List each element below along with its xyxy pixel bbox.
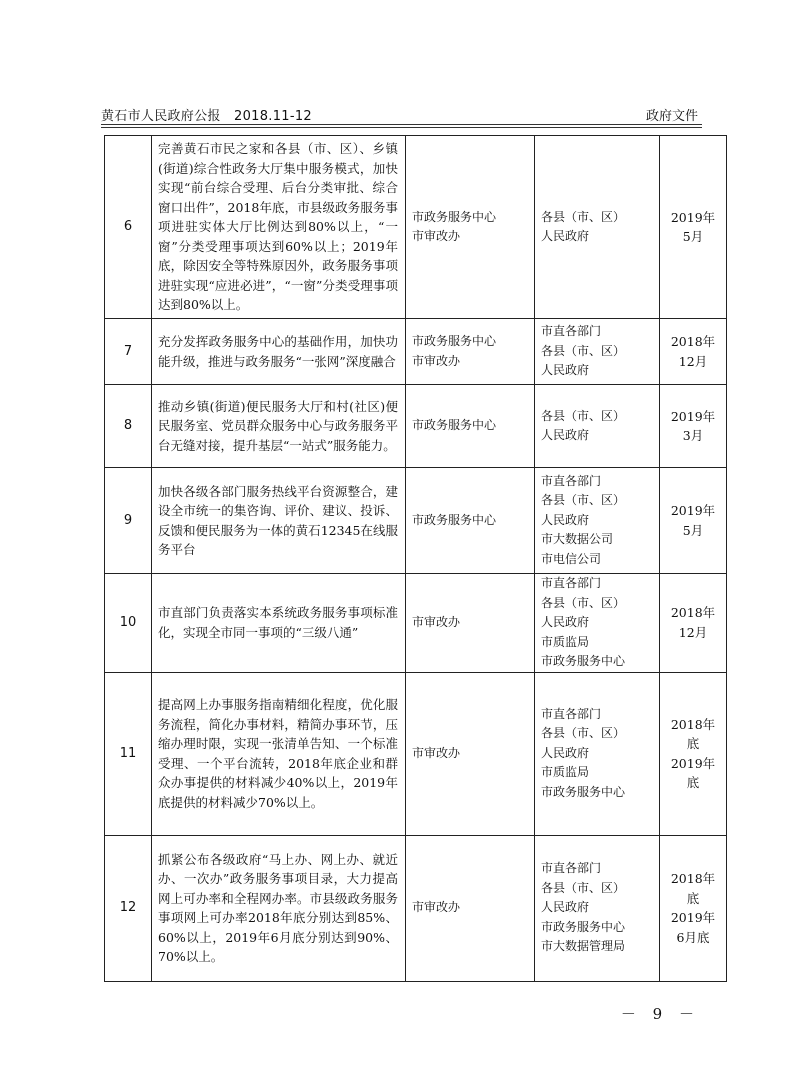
task-description: 抓紧公布各级政府“马上办、网上办、就近办、一次办”政务服务事项目录，大力提高网上可办率和全程网办率。市县级政务服务事项网上可办率2018年底分别达到85%、60%以上，2019年6月底分别达到90%、70%以上。	[152, 835, 406, 981]
lead-unit: 市政务服务中心	[406, 385, 535, 468]
row-number: 6	[105, 136, 152, 319]
lead-unit: 市审改办	[406, 835, 535, 981]
deadline: 2019年 5月	[660, 136, 727, 319]
table-row	[105, 835, 727, 981]
table-row	[105, 468, 727, 574]
task-description: 加快各级各部门服务热线平台资源整合，建设全市统一的集咨询、评价、建议、投诉、反馈和便民服务为一体的黄石12345在线服务平台	[152, 468, 406, 574]
publication-title: 黄石市人民政府公报 2018.11-12	[101, 109, 312, 124]
row-number: 9	[105, 468, 152, 574]
responsible-unit: 市直各部门 各县（市、区） 人民政府 市质监局 市政务服务中心	[535, 672, 660, 835]
header-divider	[101, 127, 702, 128]
page-header	[101, 105, 702, 125]
task-description: 充分发挥政务服务中心的基础作用，加快功能升级，推进与政务服务“一张网”深度融合	[152, 319, 406, 385]
lead-unit: 市审改办	[406, 672, 535, 835]
task-table	[104, 135, 727, 982]
responsible-unit: 市直各部门 各县（市、区） 人民政府	[535, 319, 660, 385]
table-row	[105, 385, 727, 468]
deadline: 2019年 5月	[660, 468, 727, 574]
table-row	[105, 136, 727, 319]
section-title: 政府文件	[645, 109, 698, 124]
row-number: 11	[105, 672, 152, 835]
deadline: 2019年 3月	[660, 385, 727, 468]
lead-unit: 市政务服务中心 市审改办	[406, 136, 535, 319]
row-number: 7	[105, 319, 152, 385]
table-row	[105, 672, 727, 835]
page-number: － 9 －	[620, 1005, 700, 1023]
responsible-unit: 市直各部门 各县（市、区） 人民政府 市政务服务中心 市大数据管理局	[535, 835, 660, 981]
responsible-unit: 各县（市、区） 人民政府	[535, 385, 660, 468]
deadline: 2018年 12月	[660, 574, 727, 673]
task-description: 完善黄石市民之家和各县（市、区）、乡镇(街道)综合性政务大厅集中服务模式，加快实现“前台综合受理、后台分类审批、综合窗口出件”，2018年底，市县级政务服务事项进驻实体大厅比例达到80%以上，“一窗”分类受理事项达到60%以上；2019年底，除因安全等特殊原因外，政务服务事项进驻实现“应进必进”，“一窗”分类受理事项达到80%以上。	[152, 136, 406, 319]
row-number: 10	[105, 574, 152, 673]
table-row	[105, 574, 727, 673]
responsible-unit: 市直各部门 各县（市、区） 人民政府 市大数据公司 市电信公司	[535, 468, 660, 574]
lead-unit: 市政务服务中心 市审改办	[406, 319, 535, 385]
deadline: 2018年 底 2019年 底	[660, 672, 727, 835]
responsible-unit: 市直各部门 各县（市、区） 人民政府 市质监局 市政务服务中心	[535, 574, 660, 673]
deadline: 2018年 12月	[660, 319, 727, 385]
responsible-unit: 各县（市、区） 人民政府	[535, 136, 660, 319]
lead-unit: 市审改办	[406, 574, 535, 673]
lead-unit: 市政务服务中心	[406, 468, 535, 574]
table-row	[105, 319, 727, 385]
task-description: 市直部门负责落实本系统政务服务事项标准化，实现全市同一事项的“三级八通”	[152, 574, 406, 673]
deadline: 2018年 底 2019年 6月底	[660, 835, 727, 981]
row-number: 8	[105, 385, 152, 468]
task-description: 推动乡镇(街道)便民服务大厅和村(社区)便民服务室、党员群众服务中心与政务服务平台无缝对接，提升基层“一站式”服务能力。	[152, 385, 406, 468]
task-description: 提高网上办事服务指南精细化程度，优化服务流程，简化办事材料，精简办事环节，压缩办理时限，实现一张清单告知、一个标准受理、一个平台流转，2018年底企业和群众办事提供的材料减少40%以上，2019年底提供的材料减少70%以上。	[152, 672, 406, 835]
row-number: 12	[105, 835, 152, 981]
